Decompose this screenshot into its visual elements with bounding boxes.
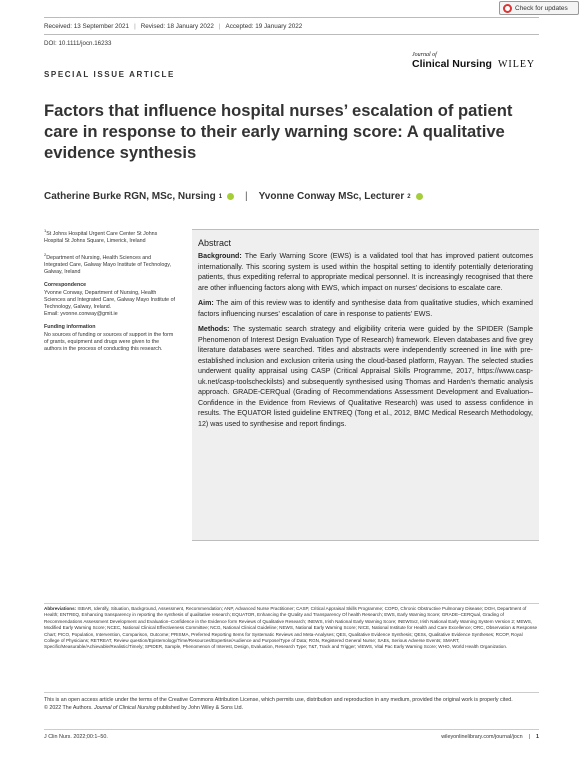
copyright-prefix: © 2022 The Authors. — [44, 705, 93, 711]
affiliation-text: St Johns Hospital Urgent Care Center St Johns Hospital St Johns Square, Limerick, Ireland — [44, 230, 158, 244]
orcid-icon[interactable] — [416, 193, 423, 200]
author-separator: | — [245, 191, 248, 202]
date-separator: | — [134, 22, 136, 30]
article-title: Factors that influence hospital nurses’ escalation of patient care in response to their early warning score: A qualitative evidence synthesis — [44, 101, 513, 162]
article-dates — [44, 17, 539, 35]
abstract-text: The systematic search strategy and eligibility criteria were guided by the SPIDER (Sample Phenomenon of Interest Design Evaluation Type of Research) framework. Eleven databases and five grey literature databases were searched. Titles and abstracts were independently screened in line with pre-established inclusion and exclusion criteria using the cloud-based platform, Rayyan. The selected studies underwent quality appraisal using CASP (Critical Appraisal Skills Programme, 2017, https://www.casp-uk.net/casp-toolscheckilsts) and subsequently synthesised using Thomas and Harden's thematic analysis approach. GRADE-CERQual (Grading of Recommendations Assessment Development and Evaluation–Confidence in the Evidence from Reviews of Qualitative Research) was used to assess confidence in results. The EQUATOR listed guideline ENTREQ (Tong et al., 2012, BMC Medical Research Methodology, 12) was used to synthesise and report findings. — [198, 325, 534, 428]
page-footer — [44, 729, 539, 740]
correspondence — [44, 282, 176, 318]
received-date: Received: 13 September 2021 — [44, 22, 130, 30]
abstract-label: Background: — [198, 252, 242, 260]
abbreviations-text: ISBAR, Identify, Situation, Background, Assessment, Recommendation; ANP, Advanced Nurse Practitioner; CASP, Critical Appraisal Skills Programme; COPD, Chronic Obstructive Pulmonary Disease; DOH, Department of Health; ENTREQ, Enhancing transparency in reporting the synthesis of qualitative research; EQUATOR, Enhancing the QUality and Transparency Of health Research; EWS, Early Warning Score; GRADE–CERQual, Grading of Recommendations Assessment Development and Evaluation–Confidence in the Evidence form Reviews of Qualitative Research; INEWS, Irish National Early Warning Score; INEWSv2, Irish National Early Warning System Version 2; MEWS, Modified Early Warning Score; NCEC, National Clinical Effectiveness Committee; NCG, National Clinical Guideline; NEWS, National Early Warning Score; NICE, National Institute for Health and Care Excellence; ORC, Observation & Response Chart; PICO, Population, Intervention, Comparison, Outcome; PRISMA, Preferred Reporting Items for Systematic Reviews and Meta-Analyses; QES, Qualitative Evidence Synthesis; QESs, Qualitative Evidence Syntheses; RCOP, Royal College of Physicians; RETREAT, Review question/Epistemology/Time/Resources/Expertise/Audience and Purpose/Type of Data; RGN, Registered General Nurse; SAEs, Serious Adverse Events; SMART, Specific/Measurable/Achievable/Realistic/Timely; SPIDER, Sample, Phenomenon of Interest, Design, Evaluation, Research Type; T&T, Track and Trigger; ViEWS, Vital Pac Early Warning Score; WHO, World Health Organization. — [44, 606, 538, 650]
abstract-aim — [198, 298, 533, 319]
author-name: Yvonne Conway MSc, Lecturer — [258, 191, 405, 202]
affiliation-number: 1 — [44, 228, 47, 233]
abstract-methods — [198, 324, 533, 429]
journal-url[interactable]: wileyonlinelibrary.com/journal/jocn — [441, 734, 523, 740]
footer-separator: | — [528, 734, 530, 740]
author-affiliation-number: 2 — [407, 193, 411, 200]
affiliation — [44, 227, 176, 245]
abstract-label: Aim: — [198, 299, 214, 307]
article-sidebar — [44, 227, 176, 359]
abstract-background — [198, 251, 533, 293]
funding-text: No sources of funding or sources of support in the form of grants, equipment and drugs were given to the authors in the process of conducting this research. — [44, 331, 174, 352]
copyright-statement — [44, 704, 539, 712]
check-for-updates-label: Check for updates — [515, 4, 568, 12]
copyright-journal: Journal of Clinical Nursing — [94, 705, 156, 711]
abstract-label: Methods: — [198, 325, 230, 333]
affiliation — [44, 251, 176, 276]
doi-link[interactable]: DOI: 10.1111/jocn.16233 — [44, 40, 112, 47]
affiliation-number: 2 — [44, 251, 47, 257]
abstract-heading: Abstract — [198, 238, 232, 248]
author-affiliation-number: 1 — [218, 193, 223, 200]
abstract-text: The aim of this review was to identify and synthesise data from qualitative studies, which examined factors influencing nurses' escalation of care in response to patients' EWS. — [198, 299, 534, 318]
revised-date: Revised: 18 January 2022 — [140, 22, 214, 30]
affiliation-text: Department of Nursing, Health Sciences and Integrated Care, Galway Mayo Institute of Technology, Galway, Ireland — [44, 254, 171, 275]
abstract-box — [192, 229, 539, 541]
date-separator: | — [218, 22, 221, 30]
article-type: SPECIAL ISSUE ARTICLE — [44, 70, 175, 79]
funding-information — [44, 324, 176, 353]
orcid-icon[interactable] — [227, 193, 234, 200]
journal-of-label: Journal of — [412, 52, 437, 58]
check-for-updates-button[interactable] — [499, 1, 579, 15]
funding-heading: Funding information — [44, 323, 96, 330]
license-notice — [44, 692, 539, 712]
journal-brand — [412, 52, 539, 70]
abbreviations-label: Abbreviations: — [44, 606, 77, 611]
journal-citation: J Clin Nurs. 2022;00:1–50. — [44, 734, 108, 740]
correspondence-text: Yvonne Conway, Department of Nursing, Health Sciences and Integrated Care, Galway Mayo Institute of Technology, Galway, Ireland. — [44, 289, 176, 310]
copyright-suffix: published by John Wiley & Sons Ltd. — [157, 705, 244, 711]
page-number: 1 — [536, 734, 539, 740]
crossmark-icon — [503, 4, 512, 13]
author-list — [44, 191, 423, 202]
abbreviations — [44, 603, 539, 651]
abstract-text: The Early Warning Score (EWS) is a validated tool that has improved patient outcomes internationally. This scoring system is used within the hospital setting to identify potentially deteriorating patients, thus expediting referral to appropriate medical personnel. It is increasingly recognised that there are other influencing factors along with EWS, which impact on nurses' decisions to escalate care. — [198, 252, 533, 292]
accepted-date: Accepted: 19 January 2022 — [225, 22, 303, 30]
correspondence-email[interactable]: Email: yvonne.conway@gmit.ie — [44, 310, 118, 317]
journal-name: Clinical Nursing — [412, 58, 492, 70]
author-name: Catherine Burke RGN, MSc, Nursing — [44, 191, 216, 202]
open-access-statement: This is an open access article under the terms of the Creative Commons Attribution License, which permits use, distribution and reproduction in any medium, provided the original work is properly cited. — [44, 697, 513, 703]
correspondence-heading: Correspondence — [44, 281, 87, 288]
publisher-logo: WILEY — [497, 59, 536, 70]
